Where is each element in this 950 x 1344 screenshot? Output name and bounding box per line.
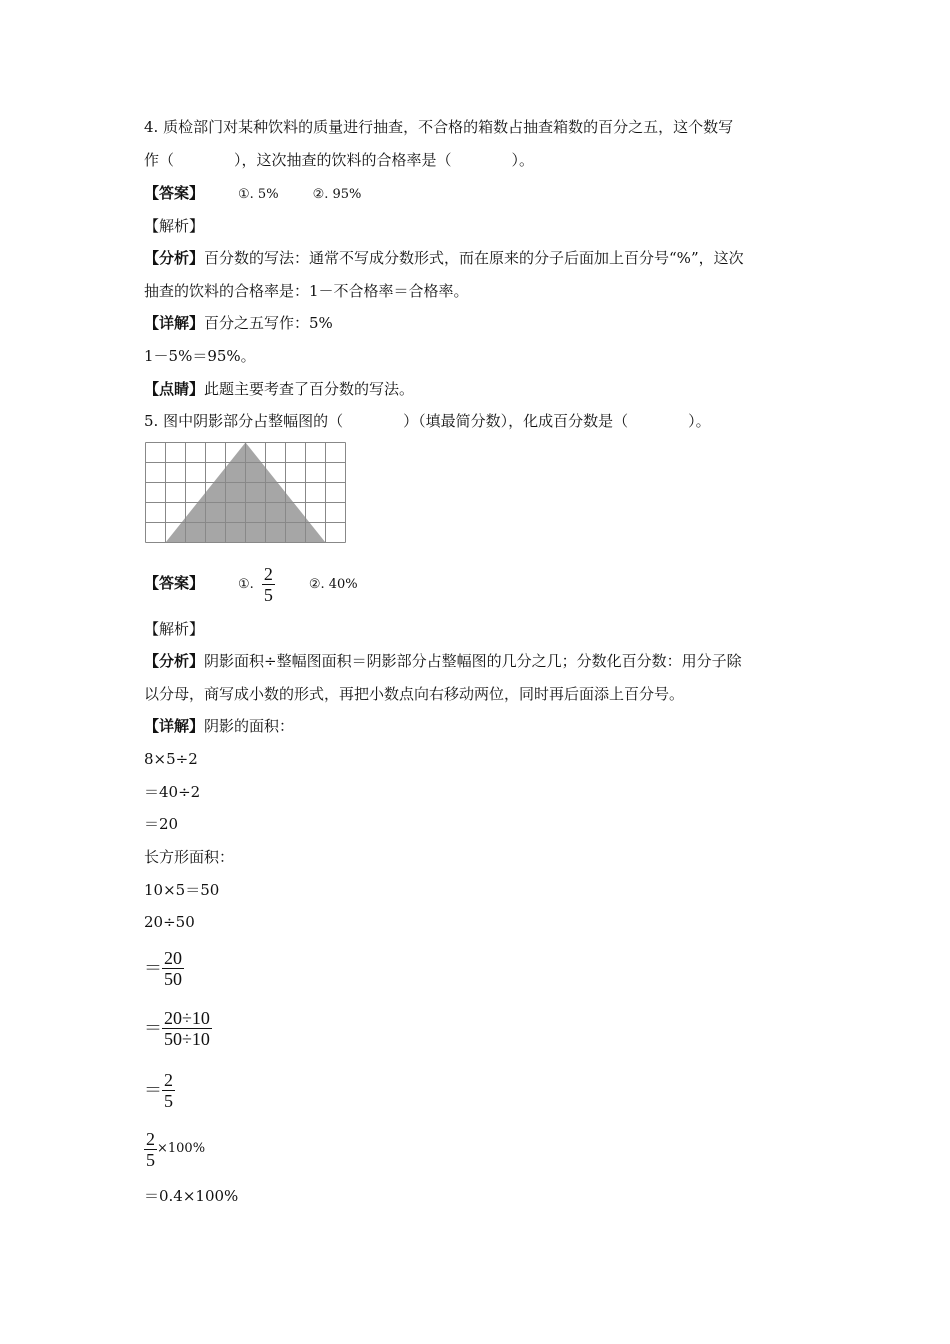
- fraction-denominator: 5: [146, 1149, 155, 1170]
- fraction: [162, 1008, 212, 1049]
- q4-calc: 1－5%＝95%。: [144, 347, 256, 365]
- q4-xiangjie: [144, 313, 333, 333]
- grid-lines: [146, 443, 346, 543]
- fraction-denominator: 50: [164, 968, 182, 989]
- answer-label: 【答案】: [144, 184, 205, 202]
- step-1: 8×5÷2: [144, 750, 198, 768]
- q5-fenxi-1: [144, 651, 742, 671]
- step-2: ＝40÷2: [144, 783, 201, 801]
- q5-xiangjie: [144, 716, 294, 736]
- fenxi-label: 【分析】: [144, 652, 205, 670]
- fraction: [144, 1129, 157, 1170]
- step-3: ＝20: [144, 815, 179, 833]
- dianjing-label: 【点睛】: [144, 380, 205, 398]
- dianjing-text: 此题主要考查了百分数的写法。: [204, 380, 415, 398]
- step-last: ＝0.4×100%: [144, 1187, 239, 1205]
- q5-jiexi: 【解析】: [144, 620, 205, 638]
- fenxi-text: 阴影面积÷整幅图面积＝阴影部分占整幅图的几分之几；分数化百分数：用分子除: [204, 652, 742, 670]
- answer-label: 【答案】: [144, 574, 205, 592]
- fraction: [162, 1070, 175, 1111]
- answer-2: ②. 95%: [312, 187, 362, 202]
- xiangjie-label: 【详解】: [144, 717, 205, 735]
- step-fraction-1: [144, 944, 184, 991]
- answer-1: ①. 5%: [238, 187, 279, 202]
- fraction-numerator: 20: [164, 947, 182, 968]
- fraction-numerator: 20÷10: [164, 1007, 210, 1028]
- fraction-denominator: 50÷10: [164, 1028, 210, 1049]
- answer-2: ②. 40%: [308, 577, 358, 592]
- fraction-denominator: 5: [164, 1090, 173, 1111]
- xiangjie-text: 百分之五写作：5%: [204, 314, 333, 332]
- step-5: 10×5＝50: [144, 881, 220, 899]
- step-6: 20÷50: [144, 913, 195, 931]
- xiangjie-label: 【详解】: [144, 314, 205, 332]
- fenxi-text: 百分数的写法：通常不写成分数形式，而在原来的分子后面加上百分号“%”，这次: [204, 249, 744, 267]
- equals-sign: ＝: [144, 1018, 162, 1038]
- q4-jiexi: 【解析】: [144, 217, 205, 235]
- answer-1-prefix: ①.: [238, 577, 254, 592]
- equals-sign: ＝: [144, 958, 162, 978]
- fraction-denominator: 5: [263, 584, 273, 605]
- step-4: 长方形面积：: [144, 848, 235, 866]
- q4-dianjing: [144, 379, 414, 399]
- fraction-numerator: 2: [164, 1069, 173, 1090]
- step-fraction-3: [144, 1066, 175, 1113]
- step-fraction-2: [144, 1004, 212, 1051]
- times-100-percent: ×100%: [157, 1141, 206, 1156]
- xiangjie-text: 阴影的面积：: [204, 717, 295, 735]
- q5-fenxi-2: 以分母，商写成小数的形式，再把小数点向右移动两位，同时再后面添上百分号。: [144, 685, 685, 703]
- fraction-numerator: 2: [263, 563, 273, 584]
- fraction: [162, 948, 184, 989]
- q4-line1: 4. 质检部门对某种饮料的质量进行抽查，不合格的箱数占抽查箱数的百分之五，这个数写: [144, 118, 734, 136]
- q5-line1: 5. 图中阴影部分占整幅图的（ ）（填最简分数），化成百分数是（ ）。: [144, 412, 711, 430]
- step-fraction-4: [144, 1125, 205, 1172]
- q4-line2: 作（ ），这次抽查的饮料的合格率是（ ）。: [144, 151, 535, 169]
- q4-fenxi-1: [144, 248, 744, 268]
- q5-answer: [144, 560, 358, 606]
- answer-fraction: [262, 564, 275, 605]
- grid-figure: [144, 441, 348, 547]
- equals-sign: ＝: [144, 1080, 162, 1100]
- q4-answer: [144, 183, 361, 205]
- fraction-numerator: 2: [146, 1128, 155, 1149]
- fenxi-label: 【分析】: [144, 249, 205, 267]
- q4-fenxi-2: 抽查的饮料的合格率是：1－不合格率＝合格率。: [144, 282, 469, 300]
